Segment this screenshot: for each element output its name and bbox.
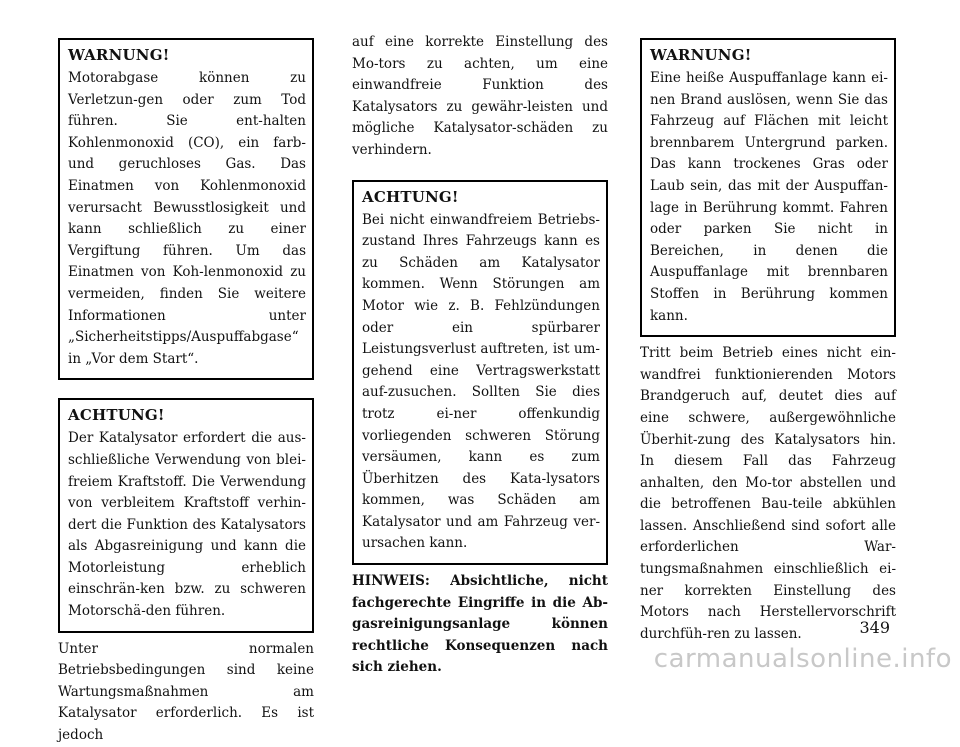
paragraph-maintenance: Unter normalen Betriebsbedingungen sind keine Wartungsmaßnahmen am Katalysator erforderlich. Es ist jedoch	[58, 640, 314, 744]
paragraph-engine-setting: auf eine korrekte Einstellung des Mo-tors zu achten, um eine einwandfreie Funktion des Katalysators zu gewähr-leisten und mögliche Katalysator-schäden zu verhindern.	[352, 34, 608, 158]
column-left	[58, 38, 314, 747]
warning-text: Eine heiße Auspuffanlage kann ei-nen Brand auslösen, wenn Sie das Fahrzeug auf Flächen mit leicht brennbarem Untergrund parken. Das kann trockenes Gras oder Laub sein, das mit der Auspuffan-lage in Berührung kommt. Fahren oder parken Sie nicht in Bereichen, in denen die Auspuffanlage mit brennbaren Stoffen in Berührung kommen kann.	[650, 70, 888, 324]
caution-text: Bei nicht einwandfreiem Betriebs-zustand Ihres Fahrzeugs kann es zu Schäden am Katalysator kommen. Wenn Störungen am Motor wie z. B. Fehlzündungen oder ein spürbarer Leistungsverlust auftreten, ist um-gehend eine Vertragswerkstatt auf-zusuchen. Sollten Sie dies trotz ei-ner offenkundig vorliegenden schweren Störung versäumen, kann es zum Überhitzen des Kata-lysators kommen, was Schäden am Katalysator und am Fahrzeug ver-ursachen kann.	[362, 211, 600, 552]
warning-title: WARNUNG!	[68, 46, 170, 64]
warning-box-exhaust-gas	[58, 38, 314, 380]
warning-title: WARNUNG!	[650, 46, 752, 64]
caution-text: Der Katalysator erfordert die aus-schließliche Verwendung von blei-freiem Kraftstoff. Die Verwendung von verbleitem Kraftstoff verhin-dert die Funktion des Katalysators als Abgasreinigung und kann die Motorleistung erheblich einschrän-ken bzw. zu schweren Motorschä-den führen.	[68, 430, 306, 620]
warning-box-hot-exhaust	[640, 38, 896, 337]
caution-title: ACHTUNG!	[362, 187, 459, 206]
paragraph-burning-smell: Tritt beim Betrieb eines nicht ein-wandfrei funktionierenden Motors Brandgeruch auf, deutet dies auf eine schwere, außergewöhnliche Überhit-zung des Katalysators hin. In diesem Fall das Fahrzeug anhalten, den Mo-tor abstellen und die betroffenen Bau-teile abkühlen lassen. Anschließend sind sofort alle erforderlichen War-tungsmaßnahmen einschließlich ei-ner korrekten Einstellung des Motors nach Herstellervorschrift durchfüh-ren zu lassen.	[640, 345, 896, 642]
caution-box-unleaded-fuel	[58, 398, 314, 632]
note-legal-consequences: HINWEIS: Absichtliche, nicht fachgerechte Eingriffe in die Ab-gasreinigungsanlage können rechtliche Konsequenzen nach sich ziehen.	[352, 573, 608, 676]
caution-title: ACHTUNG!	[68, 406, 165, 425]
column-right	[640, 38, 896, 645]
watermark: carmanualsonline.info	[653, 644, 952, 674]
page-number: 349	[859, 618, 890, 637]
column-middle	[352, 34, 608, 693]
caution-box-catalyst-damage	[352, 180, 608, 566]
warning-text: Motorabgase können zu Verletzun-gen oder zum Tod führen. Sie ent-halten Kohlenmonoxid (CO), ein farb- und geruchloses Gas. Das Einatmen von Kohlenmonoxid verursacht Bewusstlosigkeit und kann schließlich zu einer Vergiftung führen. Um das Einatmen von Koh-lenmonoxid zu vermeiden, finden Sie weitere Informationen unter „Sicherheitstipps/Auspuffabgase“ in „Vor dem Start“.	[68, 70, 306, 367]
